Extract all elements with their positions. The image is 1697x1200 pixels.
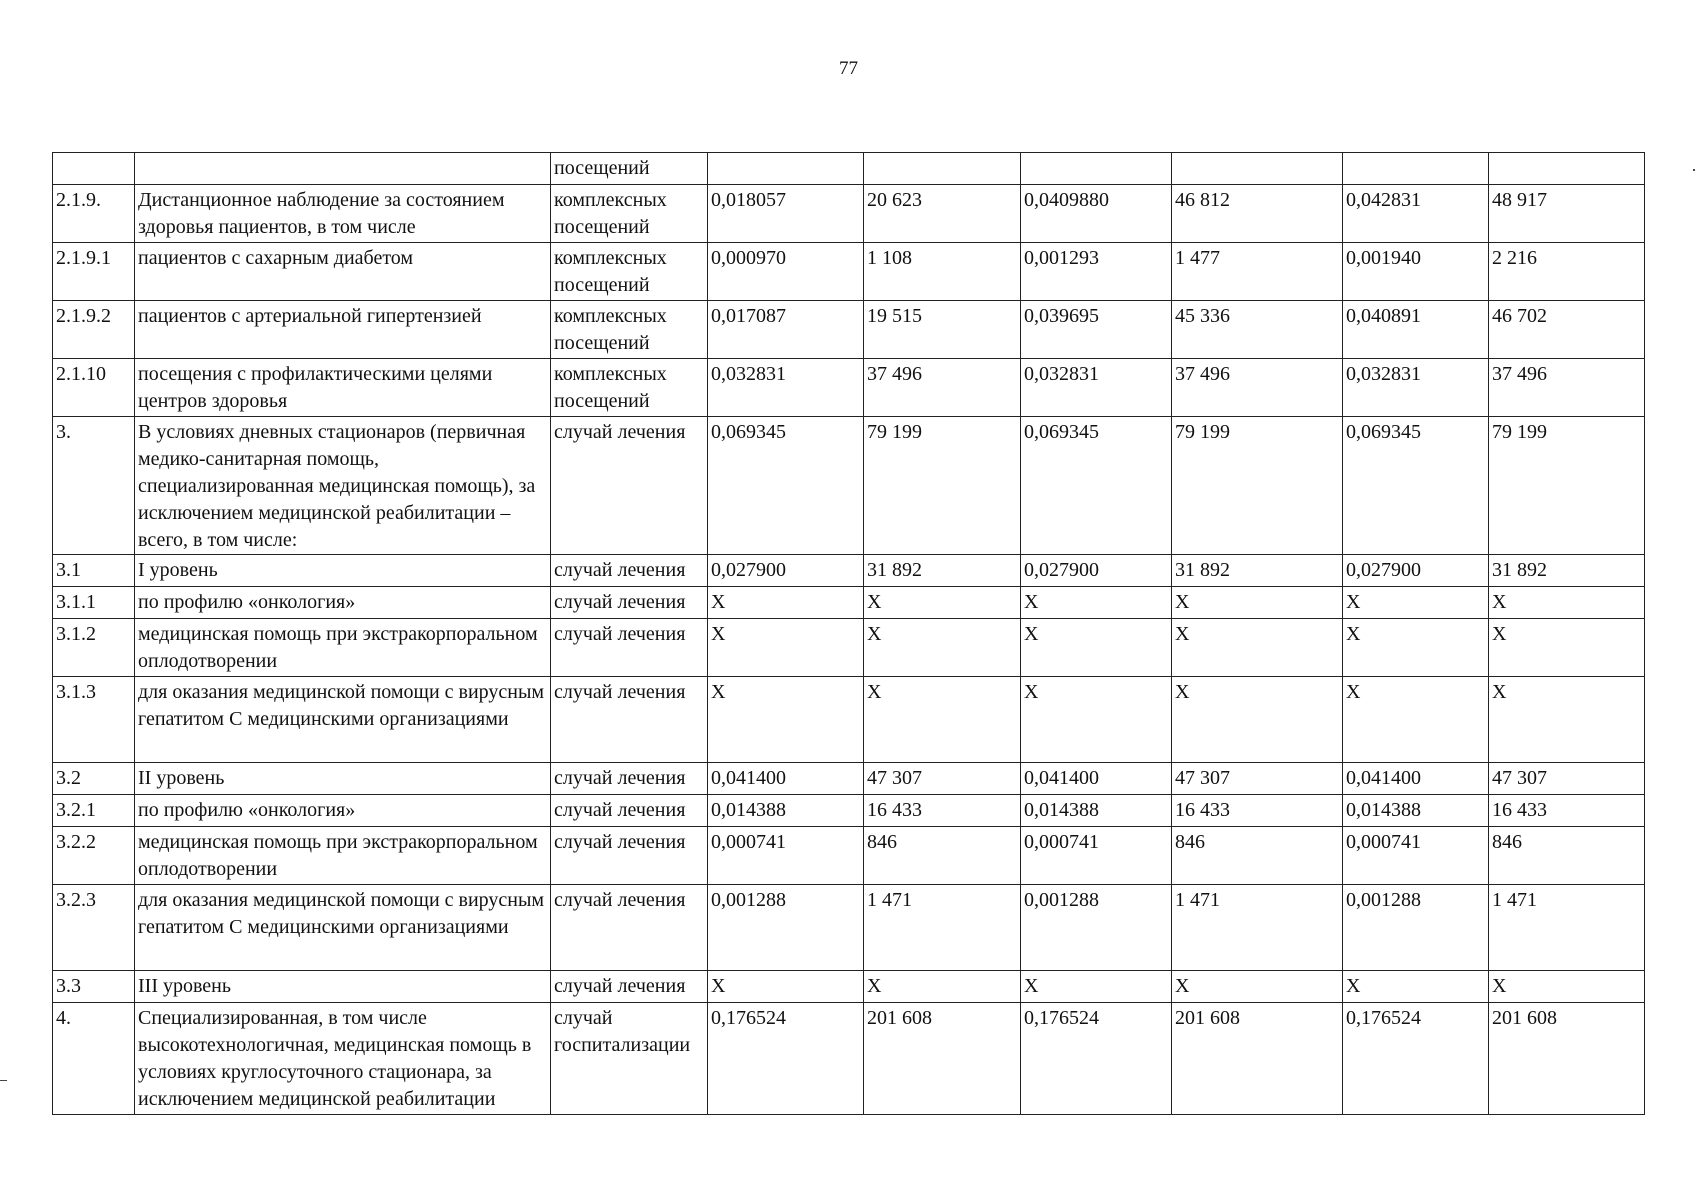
row-value-5 <box>1343 153 1489 185</box>
row-value-1: 0,018057 <box>708 185 864 243</box>
table-row <box>53 1003 1645 1115</box>
row-unit: случай лечения <box>551 587 708 619</box>
row-value-4: 47 307 <box>1172 763 1343 795</box>
row-value-6: 47 307 <box>1489 763 1645 795</box>
table-row <box>53 301 1645 359</box>
margin-dot <box>1693 169 1695 171</box>
row-name: для оказания медицинской помощи с вирусным гепатитом С медицинскими организациями <box>135 677 551 763</box>
row-value-1: 0,017087 <box>708 301 864 359</box>
row-value-6: 2 216 <box>1489 243 1645 301</box>
table-row <box>53 619 1645 677</box>
row-value-1: 0,001288 <box>708 885 864 971</box>
margin-mark <box>0 1080 7 1081</box>
row-value-5: 0,014388 <box>1343 795 1489 827</box>
row-value-4: X <box>1172 587 1343 619</box>
row-value-1: X <box>708 677 864 763</box>
row-value-2: X <box>864 971 1021 1003</box>
row-value-1: 0,000741 <box>708 827 864 885</box>
row-value-3: X <box>1021 677 1172 763</box>
row-value-1: 0,027900 <box>708 555 864 587</box>
row-value-5: 0,042831 <box>1343 185 1489 243</box>
row-value-4: 46 812 <box>1172 185 1343 243</box>
row-value-2: 201 608 <box>864 1003 1021 1115</box>
row-name: В условиях дневных стационаров (первичная медико-санитарная помощь, специализированная медицинская помощь), за исключением медицинской реабилитации – всего, в том числе: <box>135 417 551 555</box>
row-unit: посещений <box>551 153 708 185</box>
row-value-5: 0,176524 <box>1343 1003 1489 1115</box>
row-value-4: 31 892 <box>1172 555 1343 587</box>
row-value-2: X <box>864 677 1021 763</box>
row-value-4: 45 336 <box>1172 301 1343 359</box>
row-value-1 <box>708 153 864 185</box>
table-row <box>53 827 1645 885</box>
row-unit: комплексных посещений <box>551 243 708 301</box>
table-row <box>53 243 1645 301</box>
row-value-4: 16 433 <box>1172 795 1343 827</box>
row-value-6: X <box>1489 587 1645 619</box>
row-unit: случай лечения <box>551 677 708 763</box>
row-number: 2.1.9.2 <box>53 301 135 359</box>
row-value-5: 0,001940 <box>1343 243 1489 301</box>
row-value-1: X <box>708 619 864 677</box>
row-number: 3.1.2 <box>53 619 135 677</box>
row-value-4: 79 199 <box>1172 417 1343 555</box>
row-value-1: 0,032831 <box>708 359 864 417</box>
row-value-6: 79 199 <box>1489 417 1645 555</box>
row-value-6: 846 <box>1489 827 1645 885</box>
row-value-4: 37 496 <box>1172 359 1343 417</box>
row-value-1: X <box>708 587 864 619</box>
row-value-3: 0,001293 <box>1021 243 1172 301</box>
row-value-3: X <box>1021 971 1172 1003</box>
row-value-2: 1 108 <box>864 243 1021 301</box>
row-value-1: 0,041400 <box>708 763 864 795</box>
row-unit: случай лечения <box>551 827 708 885</box>
row-value-6: 1 471 <box>1489 885 1645 971</box>
row-value-6: X <box>1489 677 1645 763</box>
table-row <box>53 885 1645 971</box>
row-value-3: X <box>1021 587 1172 619</box>
row-name: пациентов с артериальной гипертензией <box>135 301 551 359</box>
row-name: медицинская помощь при экстракорпоральном оплодотворении <box>135 827 551 885</box>
row-number: 3.3 <box>53 971 135 1003</box>
row-number: 4. <box>53 1003 135 1115</box>
row-unit: случай лечения <box>551 619 708 677</box>
row-value-2 <box>864 153 1021 185</box>
row-name: I уровень <box>135 555 551 587</box>
row-value-6: 201 608 <box>1489 1003 1645 1115</box>
row-value-3: 0,041400 <box>1021 763 1172 795</box>
row-value-2: 47 307 <box>864 763 1021 795</box>
row-unit: случай лечения <box>551 417 708 555</box>
row-value-6: 48 917 <box>1489 185 1645 243</box>
row-number: 3.2.1 <box>53 795 135 827</box>
row-value-4: 1 477 <box>1172 243 1343 301</box>
row-value-5: X <box>1343 587 1489 619</box>
row-value-2: 79 199 <box>864 417 1021 555</box>
row-value-3: 0,001288 <box>1021 885 1172 971</box>
row-unit: случай госпитализации <box>551 1003 708 1115</box>
row-name <box>135 153 551 185</box>
row-number: 2.1.10 <box>53 359 135 417</box>
row-value-5: 0,032831 <box>1343 359 1489 417</box>
row-unit: случай лечения <box>551 555 708 587</box>
row-unit: случай лечения <box>551 795 708 827</box>
row-value-3: 0,032831 <box>1021 359 1172 417</box>
row-number: 3.1 <box>53 555 135 587</box>
row-name: медицинская помощь при экстракорпоральном оплодотворении <box>135 619 551 677</box>
row-value-1: X <box>708 971 864 1003</box>
row-value-5: 0,000741 <box>1343 827 1489 885</box>
table-row <box>53 359 1645 417</box>
table-row <box>53 677 1645 763</box>
table-row <box>53 185 1645 243</box>
row-value-2: 37 496 <box>864 359 1021 417</box>
row-value-1: 0,000970 <box>708 243 864 301</box>
row-value-6: X <box>1489 971 1645 1003</box>
row-number <box>53 153 135 185</box>
row-value-5: 0,001288 <box>1343 885 1489 971</box>
table-row <box>53 795 1645 827</box>
row-name: II уровень <box>135 763 551 795</box>
table-row <box>53 555 1645 587</box>
table-row <box>53 587 1645 619</box>
row-value-3: X <box>1021 619 1172 677</box>
row-value-4: 201 608 <box>1172 1003 1343 1115</box>
norms-table <box>52 152 1645 1115</box>
row-value-5: 0,069345 <box>1343 417 1489 555</box>
row-value-6: 37 496 <box>1489 359 1645 417</box>
row-value-1: 0,069345 <box>708 417 864 555</box>
row-value-6 <box>1489 153 1645 185</box>
row-number: 3.1.3 <box>53 677 135 763</box>
row-unit: комплексных посещений <box>551 359 708 417</box>
row-value-4: 1 471 <box>1172 885 1343 971</box>
row-number: 3.2.3 <box>53 885 135 971</box>
row-name: по профилю «онкология» <box>135 587 551 619</box>
page-number: 77 <box>839 58 858 79</box>
row-name: по профилю «онкология» <box>135 795 551 827</box>
table-row <box>53 417 1645 555</box>
row-value-3: 0,039695 <box>1021 301 1172 359</box>
row-number: 3. <box>53 417 135 555</box>
row-name: посещения с профилактическими целями центров здоровья <box>135 359 551 417</box>
row-value-5: 0,027900 <box>1343 555 1489 587</box>
row-value-2: 1 471 <box>864 885 1021 971</box>
row-value-4: X <box>1172 971 1343 1003</box>
row-value-2: 846 <box>864 827 1021 885</box>
row-name: Дистанционное наблюдение за состоянием здоровья пациентов, в том числе <box>135 185 551 243</box>
row-value-2: X <box>864 587 1021 619</box>
row-value-1: 0,014388 <box>708 795 864 827</box>
row-number: 2.1.9. <box>53 185 135 243</box>
row-value-3: 0,027900 <box>1021 555 1172 587</box>
row-value-4 <box>1172 153 1343 185</box>
row-value-4: X <box>1172 677 1343 763</box>
row-name: Специализированная, в том числе высокотехнологичная, медицинская помощь в условиях круглосуточного стационара, за исключением медицинской реабилитации <box>135 1003 551 1115</box>
row-unit: случай лечения <box>551 971 708 1003</box>
row-number: 3.2.2 <box>53 827 135 885</box>
table-row <box>53 971 1645 1003</box>
row-value-6: 31 892 <box>1489 555 1645 587</box>
row-value-1: 0,176524 <box>708 1003 864 1115</box>
row-value-2: 16 433 <box>864 795 1021 827</box>
row-unit: комплексных посещений <box>551 185 708 243</box>
row-value-5: X <box>1343 677 1489 763</box>
row-unit: случай лечения <box>551 885 708 971</box>
row-value-3 <box>1021 153 1172 185</box>
table-row <box>53 153 1645 185</box>
row-value-5: X <box>1343 619 1489 677</box>
row-value-5: X <box>1343 971 1489 1003</box>
row-name: для оказания медицинской помощи с вирусным гепатитом С медицинскими организациями <box>135 885 551 971</box>
row-value-2: 20 623 <box>864 185 1021 243</box>
row-number: 3.1.1 <box>53 587 135 619</box>
row-name: III уровень <box>135 971 551 1003</box>
row-value-6: 46 702 <box>1489 301 1645 359</box>
row-name: пациентов с сахарным диабетом <box>135 243 551 301</box>
row-value-2: 31 892 <box>864 555 1021 587</box>
row-value-4: 846 <box>1172 827 1343 885</box>
row-value-5: 0,040891 <box>1343 301 1489 359</box>
row-value-3: 0,014388 <box>1021 795 1172 827</box>
row-value-4: X <box>1172 619 1343 677</box>
row-number: 2.1.9.1 <box>53 243 135 301</box>
row-number: 3.2 <box>53 763 135 795</box>
row-unit: комплексных посещений <box>551 301 708 359</box>
row-value-3: 0,000741 <box>1021 827 1172 885</box>
row-value-2: 19 515 <box>864 301 1021 359</box>
row-value-2: X <box>864 619 1021 677</box>
row-value-6: 16 433 <box>1489 795 1645 827</box>
row-value-3: 0,176524 <box>1021 1003 1172 1115</box>
row-value-3: 0,0409880 <box>1021 185 1172 243</box>
row-unit: случай лечения <box>551 763 708 795</box>
row-value-3: 0,069345 <box>1021 417 1172 555</box>
table-row <box>53 763 1645 795</box>
row-value-6: X <box>1489 619 1645 677</box>
row-value-5: 0,041400 <box>1343 763 1489 795</box>
